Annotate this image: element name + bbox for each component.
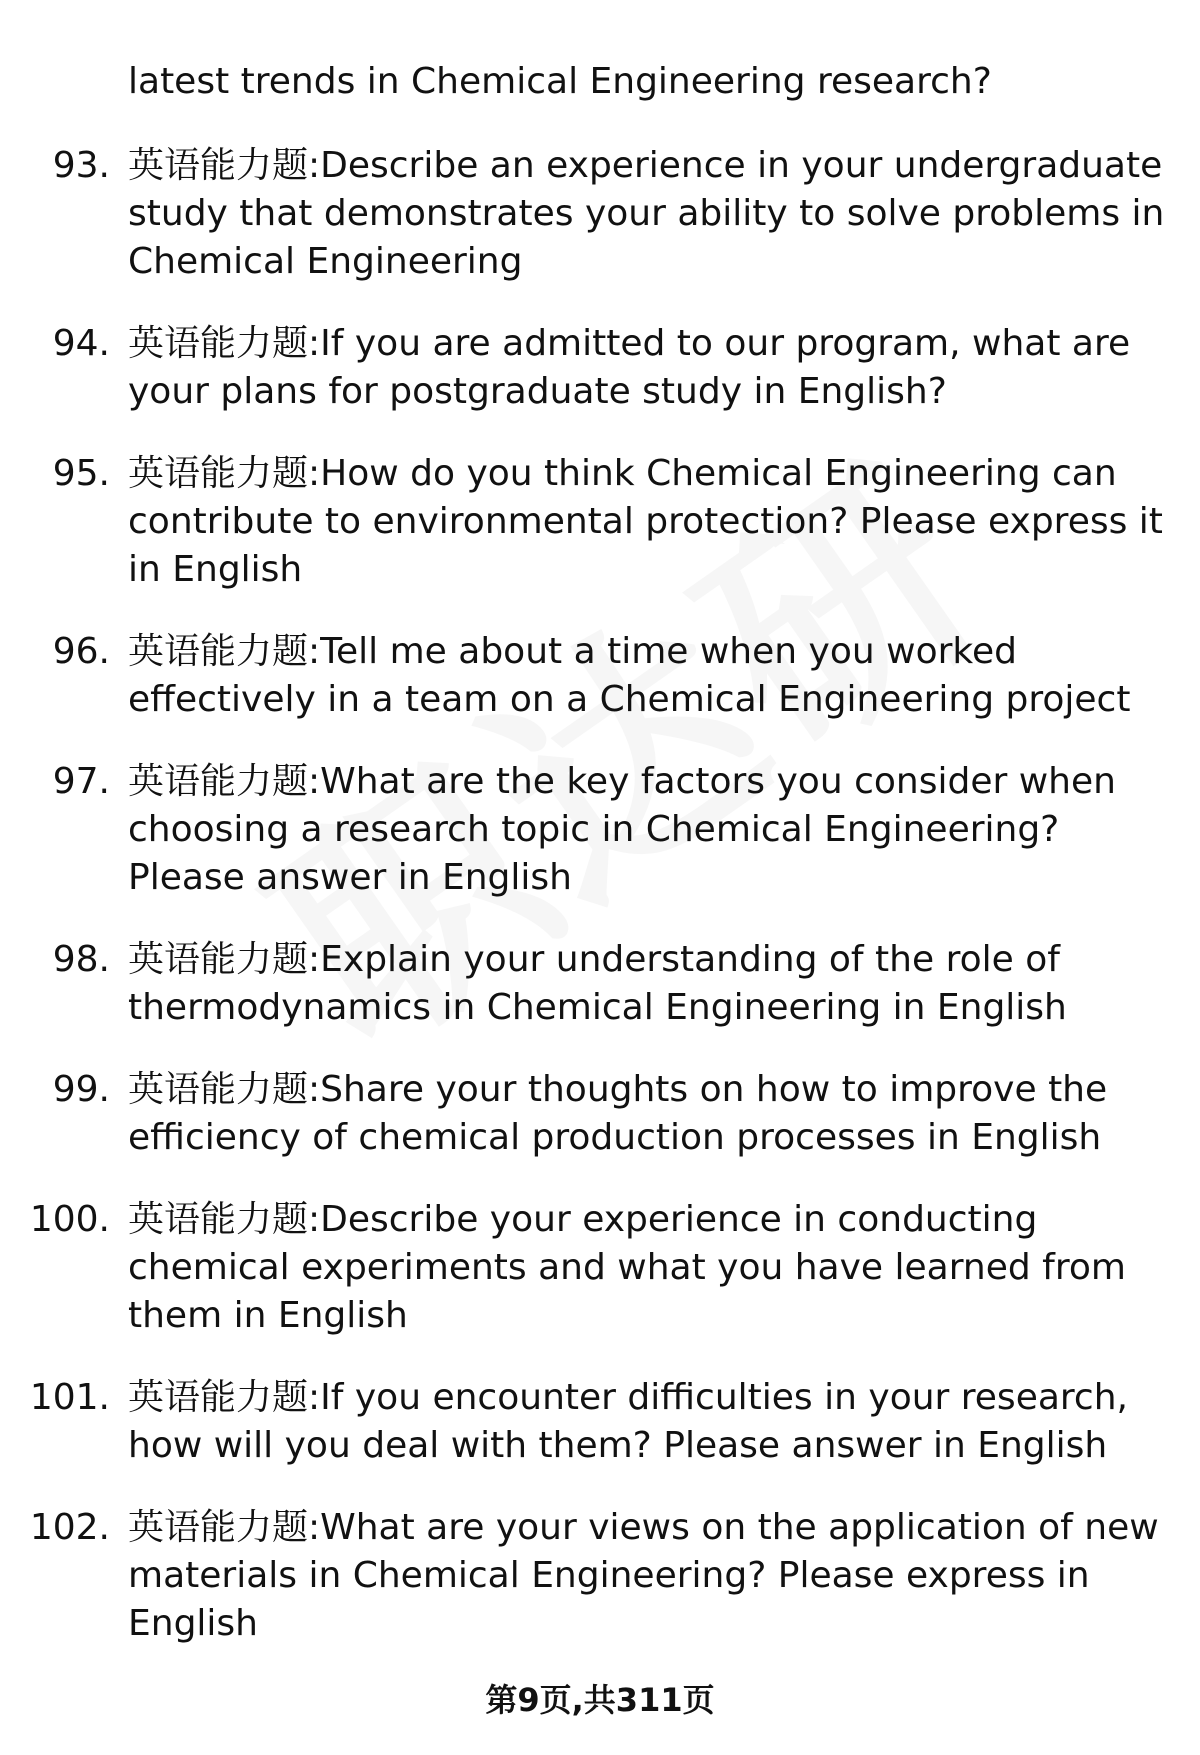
question-body <box>128 320 1168 416</box>
question-text: If you encounter difficulties in your research, how will you deal with them? Please answer in English <box>128 1377 1128 1466</box>
question-body <box>128 1504 1168 1648</box>
question-tag: 英语能力题: <box>128 1507 321 1548</box>
question-item <box>0 450 1200 594</box>
question-tag: 英语能力题: <box>128 453 321 494</box>
question-item <box>0 1504 1200 1648</box>
page-footer: 第9页,共311页 <box>485 1681 715 1719</box>
question-number: 94. <box>52 323 110 364</box>
question-text: Share your thoughts on how to improve the efficiency of chemical production processes in English <box>128 1069 1108 1158</box>
question-text: Describe your experience in conducting chemical experiments and what you have learned from them in English <box>128 1199 1126 1336</box>
question-tag: 英语能力题: <box>128 631 321 672</box>
question-text: What are the key factors you consider when choosing a research topic in Chemical Engineering? Please answer in English <box>128 761 1116 898</box>
question-tag: 英语能力题: <box>128 323 321 364</box>
question-tag: 英语能力题: <box>128 1069 321 1110</box>
question-item <box>0 1374 1200 1470</box>
question-body <box>128 1196 1168 1340</box>
question-tag: 英语能力题: <box>128 761 321 802</box>
question-item <box>0 1196 1200 1340</box>
question-tag: 英语能力题: <box>128 1199 321 1240</box>
question-text: If you are admitted to our program, what are your plans for postgraduate study in English? <box>128 323 1131 412</box>
question-text: How do you think Chemical Engineering can contribute to environmental protection? Please express it in English <box>128 453 1163 590</box>
question-tag: 英语能力题: <box>128 939 321 980</box>
question-body <box>128 450 1168 594</box>
question-number: 96. <box>52 631 110 672</box>
question-tag: 英语能力题: <box>128 145 321 186</box>
question-body <box>128 1066 1168 1162</box>
question-tag: 英语能力题: <box>128 1377 321 1418</box>
question-number: 95. <box>52 453 110 494</box>
question-number: 97. <box>52 761 110 802</box>
question-item <box>0 1066 1200 1162</box>
question-list <box>0 142 1200 1682</box>
question-item <box>0 936 1200 1032</box>
question-number: 102. <box>29 1507 110 1548</box>
question-text: What are your views on the application of new materials in Chemical Engineering? Please express in English <box>128 1507 1159 1644</box>
question-body <box>128 628 1168 724</box>
question-number: 93. <box>52 145 110 186</box>
question-text: Describe an experience in your undergraduate study that demonstrates your ability to solve problems in Chemical Engineering <box>128 145 1165 282</box>
question-item <box>0 758 1200 902</box>
question-item <box>0 320 1200 416</box>
question-body <box>128 1374 1168 1470</box>
question-text: Tell me about a time when you worked effectively in a team on a Chemical Engineering project <box>128 631 1131 720</box>
continued-question-text: latest trends in Chemical Engineering research? <box>128 61 992 102</box>
question-item <box>0 628 1200 724</box>
question-body <box>128 758 1168 902</box>
question-text: Explain your understanding of the role of thermodynamics in Chemical Engineering in English <box>128 939 1067 1028</box>
question-number: 101. <box>29 1377 110 1418</box>
question-body <box>128 936 1168 1032</box>
question-item <box>0 142 1200 286</box>
question-body <box>128 142 1168 286</box>
question-number: 99. <box>52 1069 110 1110</box>
question-number: 100. <box>29 1199 110 1240</box>
question-number: 98. <box>52 939 110 980</box>
